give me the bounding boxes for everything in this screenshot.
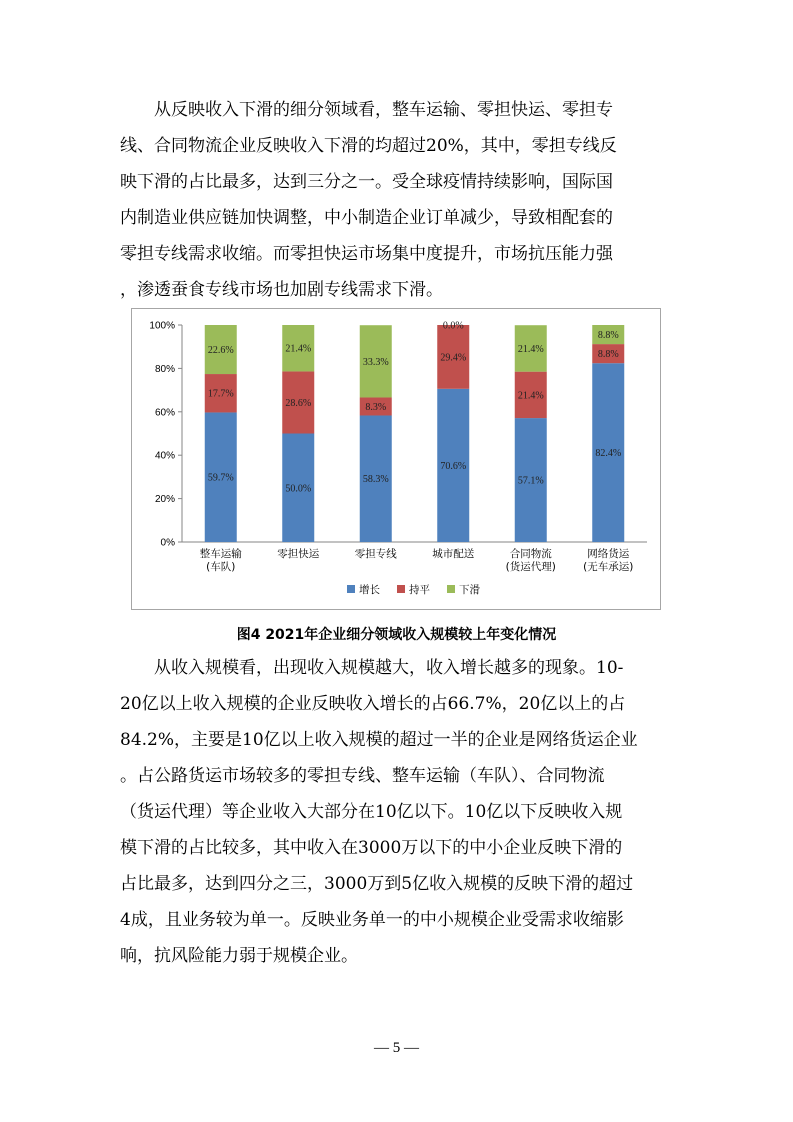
data-label: 17.7% [207, 388, 234, 400]
data-label: 70.6% [440, 460, 467, 472]
data-label: 22.6% [207, 345, 234, 357]
category-label: (车队) [206, 561, 236, 573]
y-tick-label: 0% [160, 537, 175, 549]
category-label: 零担专线 [354, 548, 397, 560]
paragraph-line: 映下滑的占比最多，达到三分之一。受全球疫情持续影响，国际国 [120, 172, 613, 192]
data-label: 33.3% [362, 356, 389, 368]
y-tick-label: 40% [154, 450, 175, 462]
paragraph-line: （货运代理）等企业收入大部分在10亿以下。10亿以下反映收入规 [120, 802, 623, 822]
legend-label: 持平 [409, 584, 430, 596]
data-label: 21.4% [285, 343, 312, 355]
paragraph-line: 。占公路货运市场较多的零担专线、整车运输（车队）、合同物流 [120, 766, 605, 786]
data-label: 21.4% [517, 390, 544, 402]
category-label: 合同物流 [509, 548, 552, 560]
paragraph-line: 占比最多，达到四分之三，3000万到5亿收入规模的反映下滑的超过 [120, 874, 634, 894]
paragraph-line: 模下滑的占比较多，其中收入在3000万以下的中小企业反映下滑的 [120, 838, 623, 858]
y-tick-label: 20% [154, 494, 175, 506]
page-number: — 5 — [374, 1040, 419, 1056]
legend-label: 增长 [359, 584, 380, 596]
category-label: (货运代理) [505, 561, 556, 573]
category-label: 城市配送 [432, 548, 475, 560]
paragraph-line: 从反映收入下滑的细分领域看，整车运输、零担快运、零担专 [154, 100, 613, 120]
category-label: 零担快运 [277, 548, 320, 560]
data-label: 82.4% [595, 448, 622, 460]
chart-frame [131, 308, 661, 610]
data-label: 8.3% [365, 401, 387, 413]
data-label: 57.1% [517, 475, 544, 487]
paragraph-line: 从收入规模看，出现收入规模越大，收入增长越多的现象。10- [154, 658, 624, 678]
legend-swatch [397, 585, 405, 593]
data-label: 28.6% [285, 397, 312, 409]
legend-swatch [447, 585, 455, 593]
figure-caption: 图4 2021年企业细分领域收入规模较上年变化情况 [236, 627, 557, 643]
category-label: (无车承运) [583, 561, 634, 573]
y-tick-label: 60% [154, 407, 175, 419]
legend-swatch [347, 585, 355, 593]
y-tick-label: 80% [154, 363, 175, 375]
data-label: 59.7% [207, 472, 234, 484]
body-paragraph-2 [120, 650, 676, 974]
paragraph-line: 响，抗风险能力弱于规模企业。 [120, 946, 358, 966]
paragraph-line: 线、合同物流企业反映收入下滑的均超过20%，其中，零担专线反 [120, 136, 617, 156]
paragraph-line: 4成，且业务较为单一。反映业务单一的中小规模企业受需求收缩影 [120, 910, 624, 930]
paragraph-line: ，渗透蚕食专线市场也加剧专线需求下滑。 [120, 280, 443, 300]
stacked-bar-chart [132, 309, 662, 611]
data-label: 0.0% [442, 320, 464, 332]
category-label: 网络货运 [587, 548, 630, 560]
data-label: 29.4% [440, 352, 467, 364]
paragraph-line: 20亿以上收入规模的企业反映收入增长的占66.7%，20亿以上的占 [120, 694, 626, 714]
paragraph-line: 84.2%，主要是10亿以上收入规模的超过一半的企业是网络货运企业 [120, 730, 638, 750]
legend-label: 下滑 [459, 584, 480, 596]
data-label: 8.8% [597, 349, 619, 361]
y-tick-label: 100% [149, 320, 175, 332]
data-label: 50.0% [285, 483, 312, 495]
category-label: 整车运输 [199, 548, 242, 560]
data-label: 8.8% [597, 330, 619, 342]
data-label: 21.4% [517, 343, 544, 355]
body-paragraph-1 [120, 92, 676, 308]
data-label: 58.3% [362, 474, 389, 486]
paragraph-line: 内制造业供应链加快调整，中小制造企业订单减少，导致相配套的 [120, 208, 613, 228]
paragraph-line: 零担专线需求收缩。而零担快运市场集中度提升，市场抗压能力强 [120, 244, 613, 264]
